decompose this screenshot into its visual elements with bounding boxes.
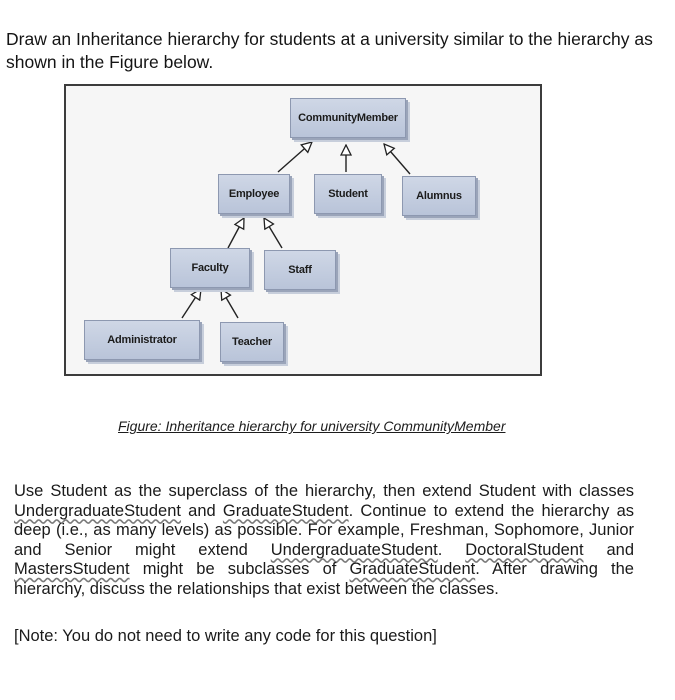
node-faculty: Faculty (170, 248, 250, 288)
question-heading: Draw an Inheritance hierarchy for students at a university similar to the hierarchy as shown in the Figure below. (6, 29, 653, 72)
body-text-part1: Use Student as the superclass of the hierarchy, then extend Student with classes (14, 482, 634, 500)
node-alumnus: Alumnus (402, 176, 476, 216)
node-administrator: Administrator (84, 320, 200, 360)
term-undergraduatestudent: UndergraduateStudent (14, 501, 181, 520)
node-teacher: Teacher (220, 322, 284, 362)
body-text-part3: . Continue to extend the hierarchy as deep (i.e., as many levels) as possible. For example, Freshman, Sophomore, Junior and Senior might extend (14, 501, 634, 559)
term-graduatestudent: GraduateStudent (222, 501, 349, 520)
body-text-part7: . After drawing the hierarchy, discuss the relationships that exist between the classes. (14, 560, 634, 598)
body-text-part6: might be subclasses of (129, 560, 350, 578)
term-mastersstudent: MastersStudent (14, 560, 130, 578)
figure-caption: Figure: Inheritance hierarchy for university CommunityMember (118, 418, 506, 434)
node-student: Student (314, 174, 382, 214)
node-communitymember: CommunityMember (290, 98, 406, 138)
question-note: [Note: You do not need to write any code for this question] (14, 627, 437, 645)
term-doctoralstudent: DoctoralStudent (465, 540, 584, 559)
body-text-part5: and (583, 540, 635, 559)
node-staff: Staff (264, 250, 336, 290)
term-graduatestudent-2: GraduateStudent (349, 560, 476, 578)
body-text-part2: and (180, 501, 223, 520)
question-body (14, 482, 634, 599)
node-employee: Employee (218, 174, 290, 214)
body-text-part4: . (437, 540, 466, 559)
term-undergraduatestudent-2: UndergraduateStudent (270, 540, 438, 559)
